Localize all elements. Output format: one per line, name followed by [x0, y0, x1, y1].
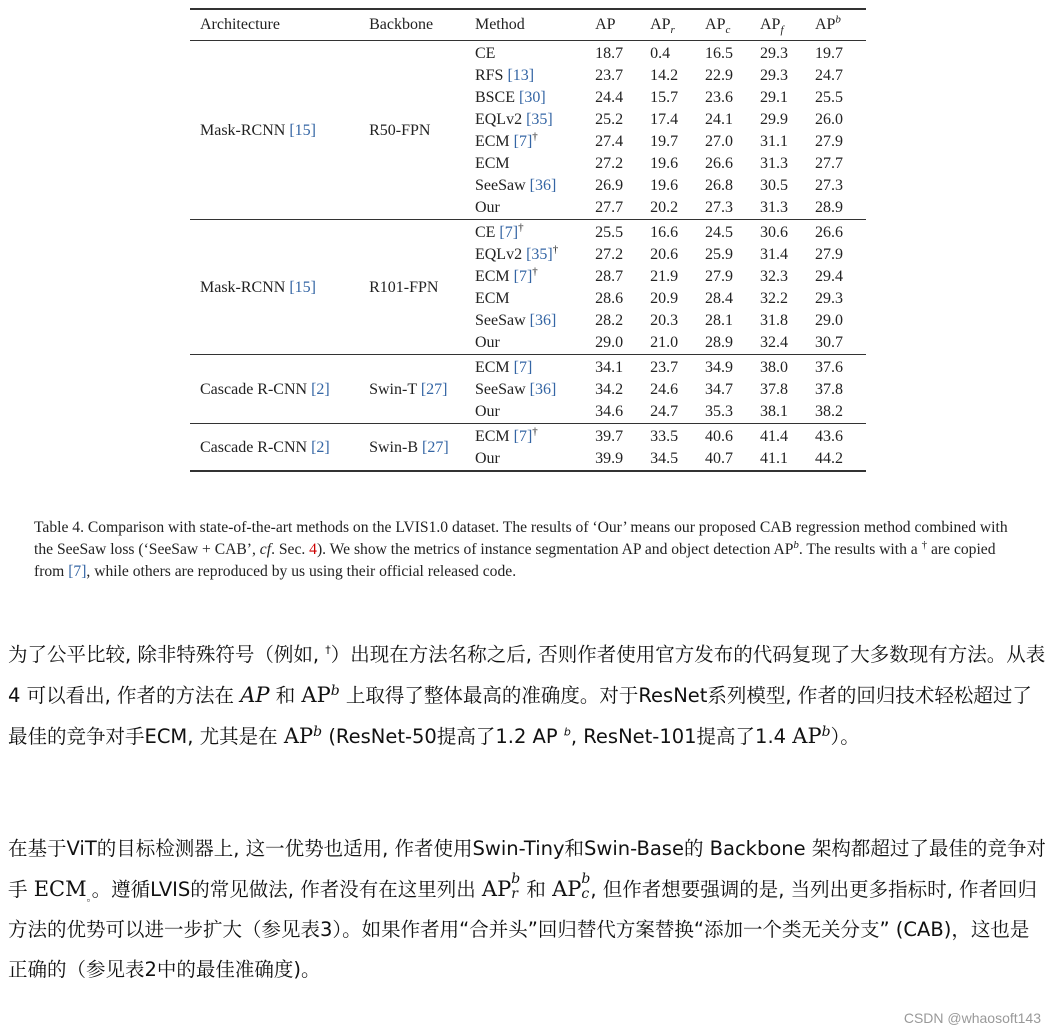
cell-value: 29.4 [814, 268, 843, 285]
cell-value: 19.7 [814, 45, 843, 62]
table-row [190, 355, 866, 380]
header-ap-b: $AP^b$ [814, 13, 841, 33]
cell-value: 23.7 [595, 67, 624, 84]
cell-value: 28.9 [814, 199, 843, 216]
cell-method: ECM [7] [474, 359, 533, 376]
cell-value: 24.7 [814, 67, 843, 84]
cell-value: 39.7 [595, 428, 624, 445]
cell-value: 27.3 [814, 177, 843, 194]
cell-value: 20.9 [650, 290, 679, 307]
cell-method: ECM [474, 290, 510, 307]
cell-value: 32.3 [760, 268, 788, 285]
cell-value: 29.0 [595, 334, 624, 351]
cell-value: 30.7 [814, 334, 843, 351]
cell-value: 27.7 [814, 155, 843, 172]
cell-value: 16.6 [650, 224, 679, 241]
cell-value: 40.6 [705, 428, 734, 445]
cell-value: 20.2 [650, 199, 679, 216]
cell-value: 38.1 [760, 403, 788, 420]
cell-method: RFS [13] [474, 67, 535, 84]
cell-value: 31.3 [760, 155, 788, 172]
table-row [190, 41, 866, 66]
cell-backbone: Swin-T [27] [369, 381, 448, 398]
cell-value: 19.7 [650, 133, 679, 150]
cell-method: Our [474, 199, 500, 216]
cell-architecture: Mask-RCNN [15] [200, 122, 316, 139]
cell-method: Our [474, 450, 500, 467]
cell-value: 37.8 [814, 381, 843, 398]
cell-value: 27.3 [705, 199, 734, 216]
cell-method: ECM [7]† [474, 265, 538, 285]
cell-value: 27.0 [705, 133, 734, 150]
cell-backbone: R50-FPN [369, 122, 431, 139]
cell-value: 27.9 [814, 246, 843, 263]
results-table [190, 8, 866, 472]
cell-value: 17.4 [650, 111, 679, 128]
cell-value: 30.5 [760, 177, 788, 194]
cell-value: 32.4 [760, 334, 788, 351]
cell-method: SeeSaw [36] [474, 312, 557, 329]
cell-method: CE [7]† [474, 221, 524, 241]
cell-value: 18.7 [595, 45, 624, 62]
cell-method: EQLv2 [35] [474, 111, 553, 128]
cell-value: 34.6 [595, 403, 624, 420]
cell-value: 34.9 [705, 359, 734, 376]
cell-value: 28.9 [705, 334, 734, 351]
cell-architecture: Mask-RCNN [15] [200, 279, 316, 296]
cell-method: EQLv2 [35]† [474, 243, 559, 263]
table-group [190, 41, 866, 220]
cell-value: 34.2 [595, 381, 624, 398]
header-ap-c: $AP_c$ [705, 16, 731, 37]
cell-value: 26.6 [705, 155, 734, 172]
cell-method: BSCE [30] [474, 89, 546, 106]
cell-method: Our [474, 334, 500, 351]
header-ap: AP [595, 16, 616, 33]
header-architecture: Architecture [200, 16, 280, 33]
cell-value: 19.6 [650, 155, 679, 172]
cell-value: 29.1 [760, 89, 788, 106]
cell-value: 32.2 [760, 290, 788, 307]
cell-value: 29.0 [814, 312, 843, 329]
cell-value: 31.8 [760, 312, 788, 329]
cell-architecture: Cascade R-CNN [2] [200, 439, 330, 456]
cell-method: ECM [7]† [474, 425, 538, 445]
cell-value: 25.9 [705, 246, 734, 263]
cell-value: 30.6 [760, 224, 788, 241]
cell-value: 14.2 [650, 67, 679, 84]
cell-value: 38.2 [814, 403, 843, 420]
cell-value: 39.9 [595, 450, 624, 467]
cell-value: 33.5 [650, 428, 679, 445]
cell-value: 26.0 [814, 111, 843, 128]
cell-value: 40.7 [705, 450, 734, 467]
cell-value: 19.6 [650, 177, 679, 194]
cell-value: 15.7 [650, 89, 679, 106]
cell-value: 25.2 [595, 111, 624, 128]
cell-value: 21.9 [650, 268, 679, 285]
cell-value: 23.6 [705, 89, 734, 106]
cell-method: ECM [474, 155, 510, 172]
cell-method: SeeSaw [36] [474, 177, 557, 194]
cell-value: 41.4 [760, 428, 788, 445]
cell-value: 26.6 [814, 224, 843, 241]
cell-method: SeeSaw [36] [474, 381, 557, 398]
header-backbone: Backbone [369, 16, 434, 33]
header-ap-f: $AP_f$ [760, 16, 784, 37]
cell-value: 27.2 [595, 246, 624, 263]
cell-value: 37.8 [760, 381, 788, 398]
header-ap-r: $AP_r$ [650, 16, 675, 37]
cell-value: 24.6 [650, 381, 679, 398]
cell-value: 34.7 [705, 381, 734, 398]
table-row [190, 424, 866, 449]
cell-value: 28.1 [705, 312, 734, 329]
cell-value: 29.3 [760, 67, 788, 84]
cell-value: 31.4 [760, 246, 788, 263]
cell-value: 21.0 [650, 334, 679, 351]
table-caption: Table 4. Comparison with state-of-the-art methods on the LVIS1.0 dataset. The results of ‘Our’ means our proposed CAB regression method combined with the SeeSaw loss (‘SeeSaw + CAB’, cf. Sec. 4). We show the metrics of instance segmentation AP and object detection $AP^b$. The results with a † are copied from [7], while others are reproduced by us using their official released code. [34, 519, 1008, 580]
cell-value: 27.2 [595, 155, 624, 172]
cell-value: 24.1 [705, 111, 734, 128]
cell-value: 25.5 [595, 224, 624, 241]
csdn-watermark: CSDN @whaosoft143 [903, 1010, 1041, 1026]
cell-value: 26.8 [705, 177, 734, 194]
cell-value: 25.5 [814, 89, 843, 106]
cell-value: 38.0 [760, 359, 788, 376]
cell-value: 29.3 [760, 45, 788, 62]
cell-value: 31.1 [760, 133, 788, 150]
cell-value: 27.9 [705, 268, 734, 285]
table-row [190, 220, 866, 245]
table-group [190, 355, 866, 424]
cell-value: 28.7 [595, 268, 624, 285]
cell-value: 29.3 [814, 290, 843, 307]
cell-architecture: Cascade R-CNN [2] [200, 381, 330, 398]
cell-value: 20.6 [650, 246, 679, 263]
cell-value: 16.5 [705, 45, 734, 62]
cell-value: 26.9 [595, 177, 624, 194]
cell-value: 41.1 [760, 450, 788, 467]
cell-value: 22.9 [705, 67, 734, 84]
cell-value: 37.6 [814, 359, 843, 376]
cell-value: 0.4 [650, 45, 671, 62]
cell-value: 35.3 [705, 403, 734, 420]
cell-value: 24.4 [595, 89, 624, 106]
paragraph-vit-detectors: 在基于ViT的目标检测器上, 这一优势也适用, 作者使用Swin-Tiny和Swin-Base的 Backbone 架构都超过了最佳的竞争对手 $ECM_。$。遵循LVIS的常见做法, 作者没有在这里列出 AP b r 和 AP b c , 但作者想要强调的是, 当列出更多指标时, 作者回归方法的优势可以进一步扩大（参见表3）。如果作者用“合并头”回归替代方案替换“添加一个类无关分支” (CAB)，这也是正确的（参见表2中的最佳准确度)。 [8, 837, 1046, 981]
cell-value: 24.7 [650, 403, 679, 420]
cell-value: 27.7 [595, 199, 624, 216]
cell-value: 28.4 [705, 290, 734, 307]
cell-value: 43.6 [814, 428, 843, 445]
cell-value: 27.9 [814, 133, 843, 150]
cell-value: 23.7 [650, 359, 679, 376]
cell-value: 31.3 [760, 199, 788, 216]
cell-value: 28.6 [595, 290, 624, 307]
cell-backbone: R101-FPN [369, 279, 439, 296]
cell-value: 34.1 [595, 359, 624, 376]
cell-value: 20.3 [650, 312, 679, 329]
cell-value: 34.5 [650, 450, 679, 467]
table-group [190, 424, 866, 472]
cell-value: 28.2 [595, 312, 624, 329]
cell-method: ECM [7]† [474, 130, 538, 150]
cell-backbone: Swin-B [27] [369, 439, 449, 456]
cell-value: 29.9 [760, 111, 788, 128]
results-table-container [190, 8, 866, 472]
cell-method: Our [474, 403, 500, 420]
cell-value: 24.5 [705, 224, 734, 241]
table-header-row [190, 9, 866, 41]
paragraph-fair-comparison: 为了公平比较, 除非特殊符号（例如, †）出现在方法名称之后, 否则作者使用官方发布的代码复现了大多数现有方法。从表 4 可以看出, 作者的方法在 AP 和 $AP^b$ 上取得了整体最高的准确度。对于ResNet系列模型, 作者的回归技术轻松超过了最佳的竞争对手ECM, 尤其是在 $AP^b$ (ResNet-50提高了1.2 AP $^b$, ResNet-101提高了1.4 $AP^b$）。 [8, 643, 1046, 748]
table-group [190, 220, 866, 355]
cell-value: 27.4 [595, 133, 624, 150]
cell-method: CE [474, 45, 496, 62]
header-method: Method [474, 16, 525, 33]
cell-value: 44.2 [814, 450, 843, 467]
